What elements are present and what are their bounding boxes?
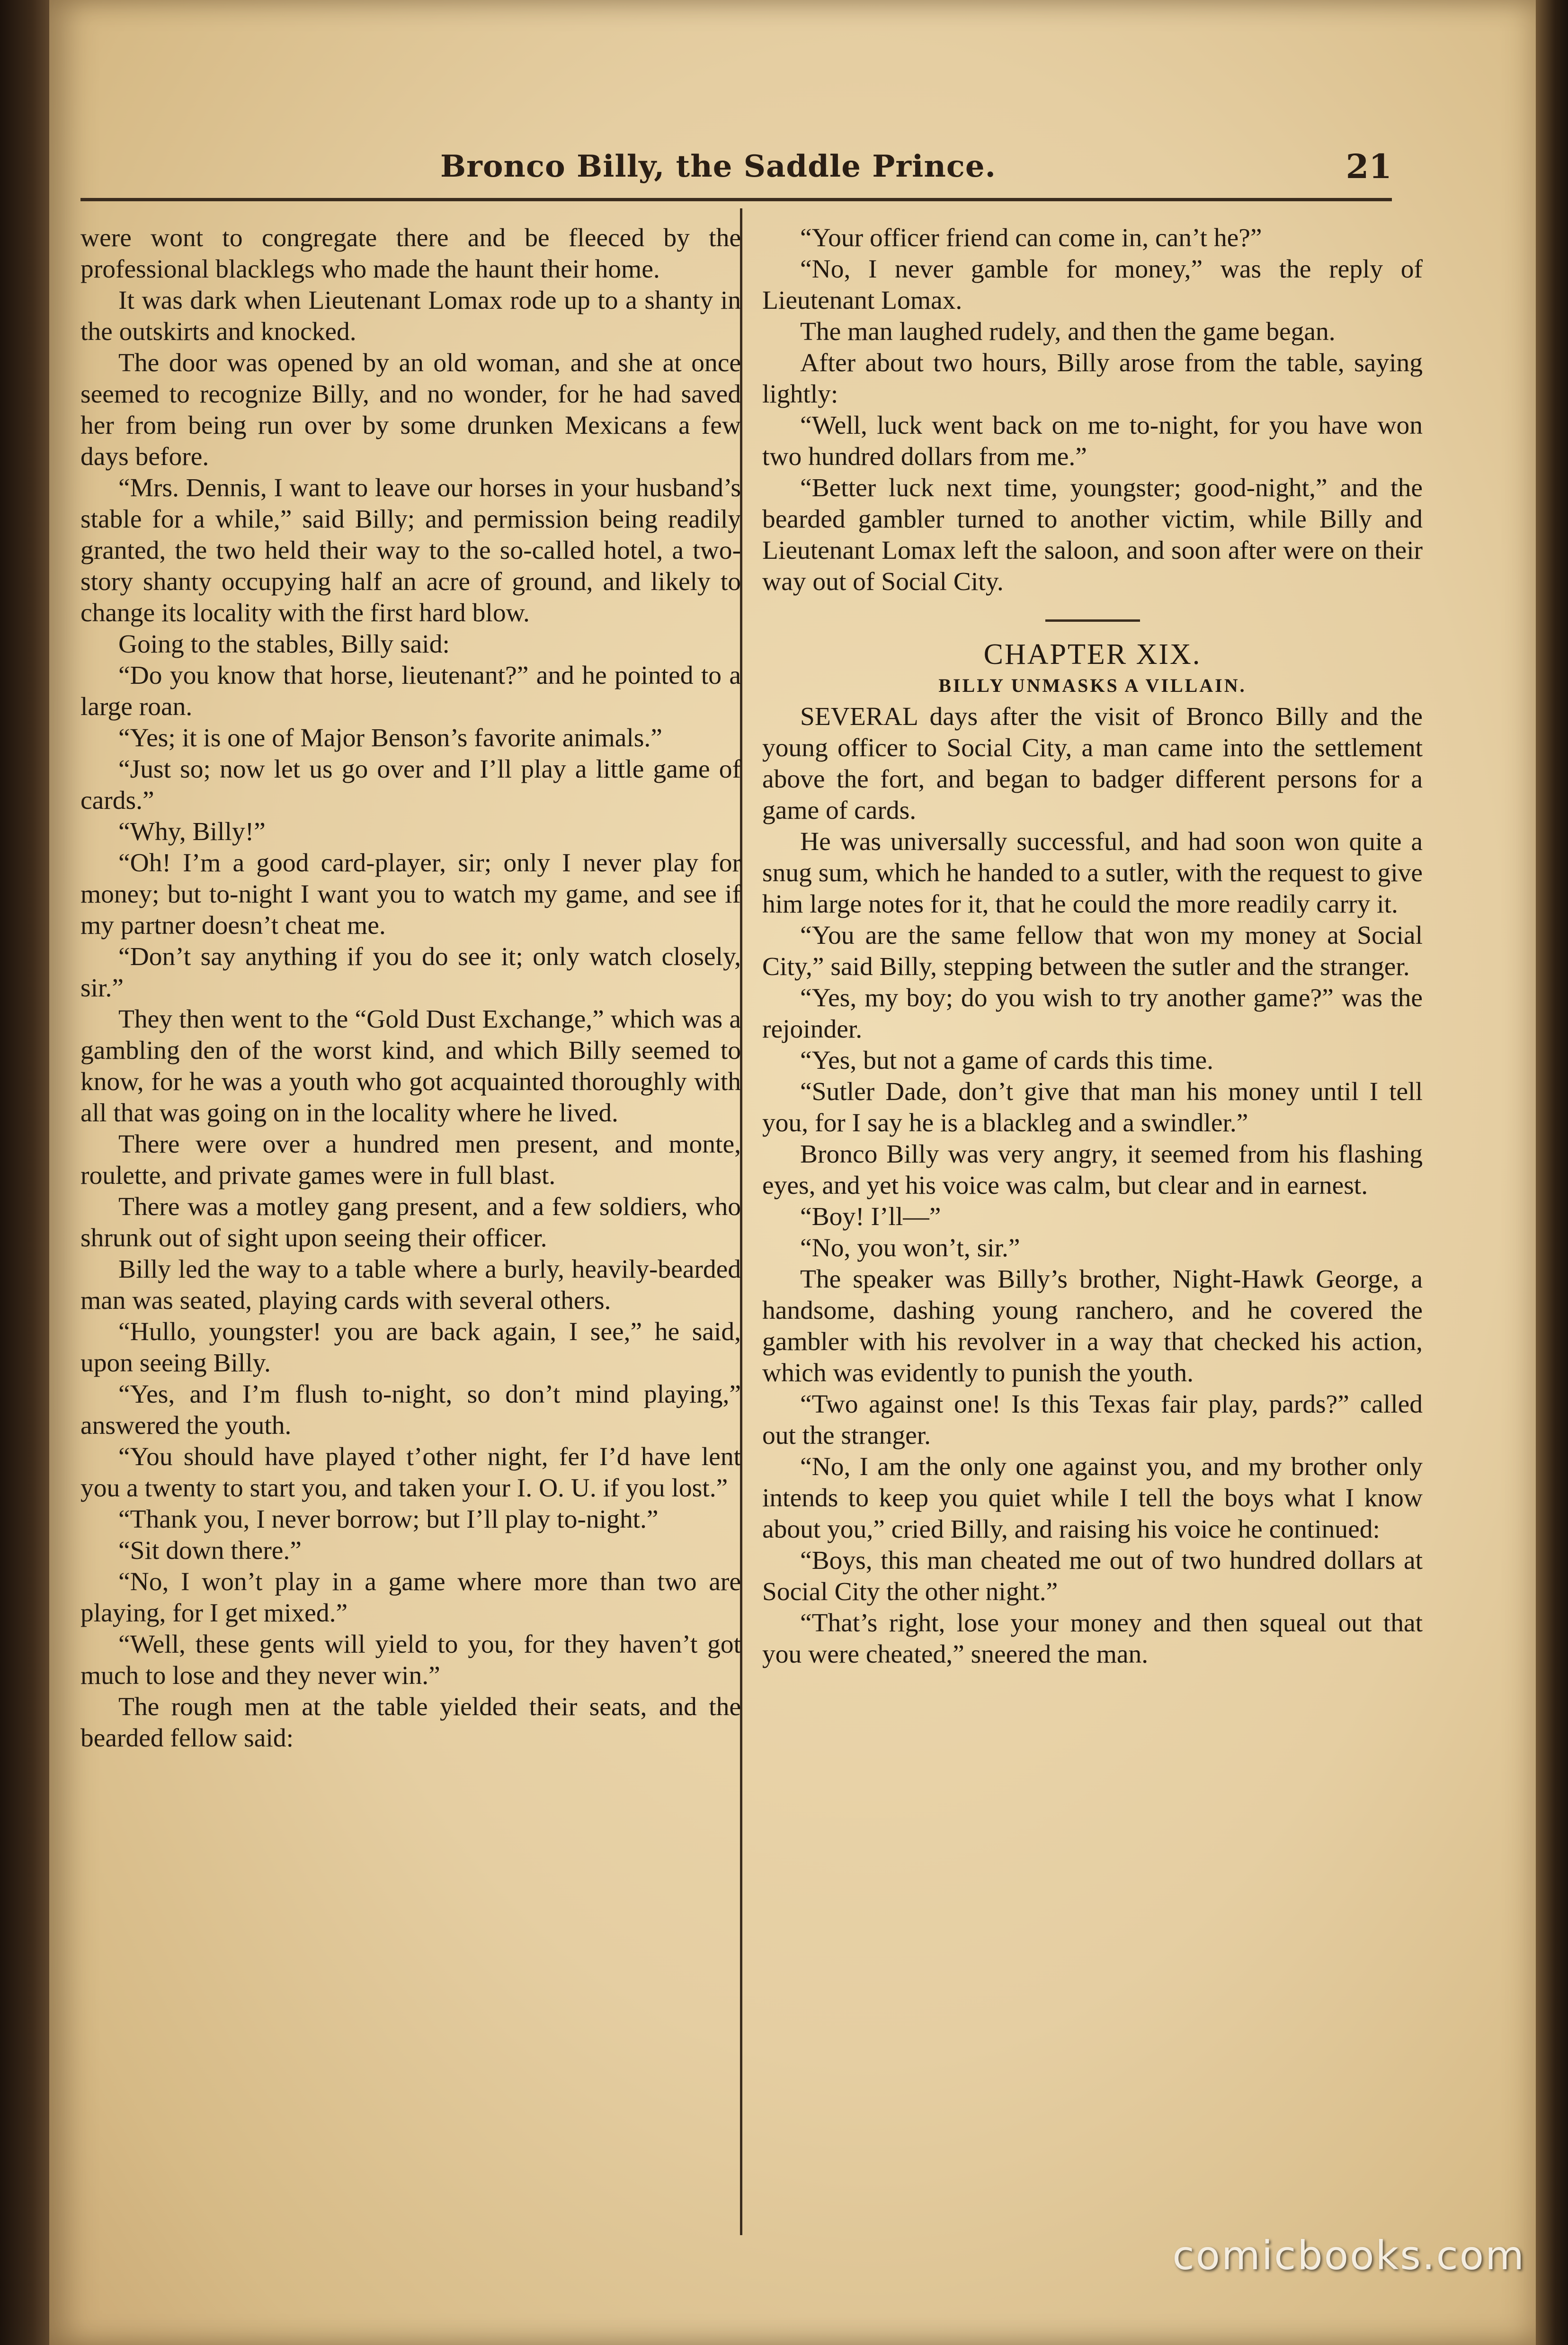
paragraph: SEVERAL days after the visit of Bronco Billy and the young officer to Social City, a man came into the settlement above the fort, and began to badger different persons for a game of cards. (762, 702, 1423, 825)
paragraph: “Thank you, I never borrow; but I’ll play to-night.” (118, 1505, 659, 1534)
paragraph: “Do you know that horse, lieutenant?” and he pointed to a large roan. (80, 661, 741, 721)
paragraph: “Yes, and I’m flush to-night, so don’t mind playing,” answered the youth. (80, 1380, 741, 1440)
paragraph: “Sit down there.” (118, 1536, 302, 1565)
paragraph: “Sutler Dade, don’t give that man his money until I tell you, for I say he is a blackleg and a swindler.” (762, 1077, 1423, 1137)
paragraph: “That’s right, lose your money and then squeal out that you were cheated,” sneered the man. (762, 1609, 1423, 1669)
paragraph: “No, I won’t play in a game where more than two are playing, for I get mixed.” (80, 1567, 741, 1628)
paragraph: “Don’t say anything if you do see it; only watch closely, sir.” (80, 942, 741, 1002)
chapter-subtitle: BILLY UNMASKS A VILLAIN. (938, 675, 1247, 696)
running-title: Bronco Billy, the Saddle Prince. (440, 149, 996, 184)
paragraph: “Yes, but not a game of cards this time. (800, 1046, 1213, 1075)
paragraph: “Just so; now let us go over and I’ll play a little game of cards.” (80, 755, 741, 815)
paragraph: “You are the same fellow that won my money at Social City,” said Billy, stepping between the sutler and the stranger. (762, 921, 1423, 981)
paragraph: “No, you won’t, sir.” (800, 1234, 1020, 1262)
paragraph: After about two hours, Billy arose from the table, saying lightly: (762, 349, 1423, 409)
paragraph: There were over a hundred men present, and monte, roulette, and private games were in full blast. (80, 1130, 741, 1190)
page-number: 21 (1345, 147, 1392, 186)
paragraph: It was dark when Lieutenant Lomax rode up to a shanty in the outskirts and knocked. (80, 286, 741, 346)
paragraph: The door was opened by an old woman, and she at once seemed to recognize Billy, and no wonder, for he had saved her from being run over by some drunken Mexicans a few days before. (80, 349, 741, 471)
site-watermark: comicbooks.com (1172, 2232, 1525, 2279)
left-column (80, 223, 741, 1754)
paragraph: “Better luck next time, youngster; good-night,” and the bearded gambler turned to another victim, while Billy and Lieutenant Lomax left the saloon, and soon after were on their way out of Social City. (762, 474, 1423, 596)
paragraph: Billy led the way to a table where a burly, heavily-bearded man was seated, playing cards with several others. (80, 1255, 741, 1315)
paragraph: The man laughed rudely, and then the game began. (800, 317, 1336, 346)
paragraph: They then went to the “Gold Dust Exchange,” which was a gambling den of the worst kind, and which Billy seemed to know, for he was a youth who got acquainted thoroughly with all that was going on in the locality where he lived. (80, 1005, 741, 1128)
page-header (440, 142, 1392, 194)
header-rule (80, 198, 1392, 201)
paragraph: “Your officer friend can come in, can’t he?” (800, 224, 1262, 252)
page-edge-shadow (1536, 0, 1568, 2345)
paragraph: “No, I am the only one against you, and my brother only intends to keep you quiet while I tell the boys what I know about you,” cried Billy, and raising his voice he continued: (762, 1452, 1423, 1544)
paragraph: “Why, Billy!” (118, 817, 266, 846)
paragraph: “Hullo, youngster! you are back again, I see,” he said, upon seeing Billy. (80, 1317, 741, 1378)
paragraph: Bronco Billy was very angry, it seemed from his flashing eyes, and yet his voice was calm, but clear and in earnest. (762, 1140, 1423, 1200)
paragraph: There was a motley gang present, and a few soldiers, who shrunk out of sight upon seeing their officer. (80, 1192, 741, 1253)
paragraph: “Two against one! Is this Texas fair play, pards?” called out the stranger. (762, 1390, 1423, 1450)
paragraph: “No, I never gamble for money,” was the reply of Lieutenant Lomax. (762, 255, 1423, 315)
paragraph: “Well, these gents will yield to you, for they haven’t got much to lose and they never win.” (80, 1630, 741, 1690)
right-column (762, 223, 1423, 1670)
paragraph: “You should have played t’other night, fer I’d have lent you a twenty to start you, and taken your I. O. U. if you lost.” (80, 1442, 741, 1503)
chapter-title: CHAPTER XIX. (983, 638, 1202, 671)
paragraph: The speaker was Billy’s brother, Night-Hawk George, a handsome, dashing young ranchero, and he covered the gambler with his revolver in a way that checked his action, which was evidently to punish the youth. (762, 1265, 1423, 1387)
paragraph: “Boys, this man cheated me out of two hundred dollars at Social City the other night.” (762, 1546, 1423, 1606)
paragraph: “Boy! I’ll—” (800, 1202, 941, 1231)
paragraph: Going to the stables, Billy said: (118, 630, 450, 659)
paragraph: The rough men at the table yielded their seats, and the bearded fellow said: (80, 1692, 741, 1753)
paragraph: “Oh! I’m a good card-player, sir; only I never play for money; but to-night I want you to watch my game, and see if my partner doesn’t cheat me. (80, 849, 741, 940)
paragraph: “Well, luck went back on me to-night, for you have won two hundred dollars from me.” (762, 411, 1423, 471)
paragraph: “Yes, my boy; do you wish to try another game?” was the rejoinder. (762, 984, 1423, 1044)
chapter-separator (1045, 619, 1140, 622)
paragraph: He was universally successful, and had soon won quite a snug sum, which he handed to a sutler, with the request to give him large notes for it, that he could the more readily carry it. (762, 827, 1423, 919)
paragraph: “Yes; it is one of Major Benson’s favorite animals.” (118, 724, 662, 752)
paragraph: were wont to congregate there and be fleeced by the professional blacklegs who made the haunt their home. (80, 224, 741, 284)
paragraph: “Mrs. Dennis, I want to leave our horses in your husband’s stable for a while,” said Billy; and permission being readily granted, the two held their way to the so-called hotel, a two-story shanty occupying half an acre of ground, and likely to change its locality with the first hard blow. (80, 474, 741, 627)
